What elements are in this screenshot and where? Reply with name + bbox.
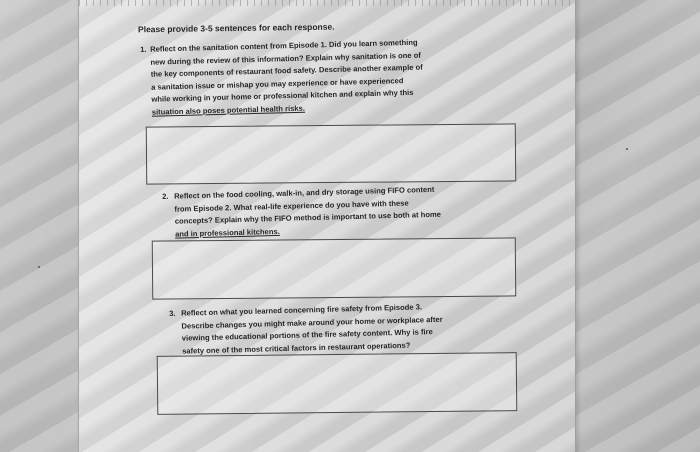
question-line: Reflect on what you learned concerning fire safety from Episode 3. (181, 302, 423, 318)
question-line: viewing the educational portions of the fire safety content. Why is fire (181, 327, 433, 343)
question-line: Describe changes you might make around your home or workplace after (181, 314, 443, 331)
question-line: situation also poses potential health risks. (151, 103, 306, 117)
question-3 (169, 301, 443, 359)
worksheet-page (78, 0, 576, 452)
question-line: safety one of the most critical factors in restaurant operations? (182, 340, 411, 356)
question-1 (140, 37, 424, 120)
speck (626, 148, 628, 150)
question-text (150, 37, 424, 120)
question-2 (162, 184, 441, 242)
question-line: from Episode 2. What real-life experience do you have with these (174, 198, 409, 214)
answer-box-3[interactable] (157, 352, 518, 415)
question-number: 3. (169, 308, 176, 318)
question-text (174, 184, 441, 241)
question-line: concepts? Explain why the FIFO method is important to use both at home (174, 209, 442, 226)
question-line: a sanitation issue or mishap you may experience or have experienced (151, 75, 404, 92)
question-line: while working in your home or professional kitchen and explain why this (151, 88, 414, 105)
question-line: new during the review of this information? Explain why sanitation is one of (150, 50, 421, 67)
question-number: 1. (140, 44, 147, 54)
answer-box-1[interactable] (146, 123, 516, 184)
question-number: 2. (162, 191, 169, 201)
speck (38, 266, 40, 268)
worksheet-content (79, 0, 575, 452)
question-line: the key components of restaurant food safety. Describe another example of (150, 62, 423, 79)
answer-box-2[interactable] (152, 237, 517, 299)
question-line: Reflect on the sanitation content from Episode 1. Did you learn something (150, 37, 418, 54)
question-line: and in professional kitchens. (175, 226, 280, 239)
instructions-heading: Please provide 3-5 sentences for each response. (137, 21, 335, 35)
question-text (181, 301, 443, 358)
question-line: Reflect on the food cooling, walk-in, and dry storage using FIFO content (174, 184, 435, 201)
